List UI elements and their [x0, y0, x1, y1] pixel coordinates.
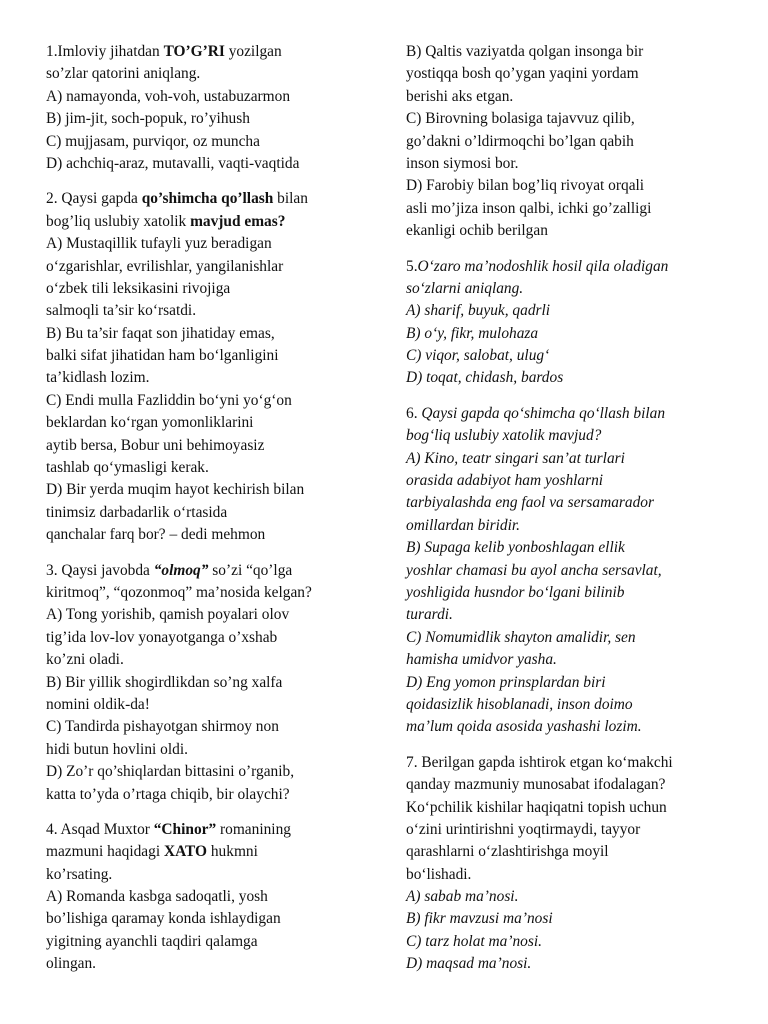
question-4-text-2-end: hukmni [207, 843, 258, 861]
question-3-text: 3. Qaysi javobda [46, 561, 154, 579]
question-2-option-c-cont[interactable]: beklardan ko‘rgan yomonliklarini [46, 414, 254, 432]
question-2 [46, 188, 376, 546]
question-4-text-end: romanining [216, 820, 291, 838]
question-4-option-d-cont[interactable]: asli mo’jiza inson qalbi, ichki go’zalligi [406, 199, 652, 217]
question-5-line-1 [406, 256, 736, 278]
question-4-text: 4. Asqad Muxtor [46, 820, 154, 838]
question-4-option-b-cont[interactable]: yostiqqa bosh qo’ygan yaqini yordam [406, 65, 639, 83]
question-2-option-d[interactable]: D) Bir yerda muqim hayot kechirish bilan [46, 481, 305, 499]
question-6-option-d-cont[interactable]: qoidasizlik hisoblanadi, inson doimo [406, 695, 633, 713]
question-7-option-d[interactable]: D) maqsad ma’nosi. [406, 955, 532, 973]
question-6-line-2: bog‘liq uslubiy xatolik mavjud? [406, 427, 602, 445]
question-4-option-d-cont[interactable]: ekanligi ochib berilgan [406, 222, 548, 240]
question-4-option-a-cont[interactable]: bo’lishiga qaramay konda ishlaydigan [46, 910, 281, 928]
question-2-option-c-cont[interactable]: tashlab qo‘ymasligi kerak. [46, 459, 209, 477]
question-2-emphasis: qo’shimcha qo’llash [141, 190, 274, 208]
question-2-option-a[interactable]: A) Mustaqillik tufayli yuz beradigan [46, 235, 272, 253]
question-2-line-1 [46, 188, 376, 210]
question-4-continued [406, 41, 736, 243]
question-4-option-a[interactable]: A) Romanda kasbga sadoqatli, yosh [46, 888, 268, 906]
question-2-option-b-cont[interactable]: ta’kidlash lozim. [46, 369, 150, 387]
question-2-option-b-cont[interactable]: balki sifat jihatidan ham bo‘lganligini [46, 347, 279, 365]
question-2-emphasis-2: mavjud emas? [190, 212, 286, 230]
question-4-option-a-cont[interactable]: yigitning ayanchli taqdiri qalamga [46, 932, 258, 950]
question-3-option-b-cont[interactable]: nomini oldik-da! [46, 695, 150, 713]
question-4-option-c-cont[interactable]: go’dakni o’ldirmoqchi bo’lgan qabih [406, 132, 634, 150]
question-2-line-2 [46, 211, 376, 233]
question-3-option-a-cont[interactable]: ko’zni oladi. [46, 651, 124, 669]
question-2-text: 2. Qaysi gapda [46, 190, 142, 208]
question-7 [406, 752, 736, 976]
question-6-option-c[interactable]: C) Nomumidlik shayton amalidir, sen [406, 628, 636, 646]
question-3-option-b[interactable]: B) Bir yillik shogirdlikdan so’ng xalfa [46, 673, 283, 691]
question-2-option-a-cont[interactable]: o‘zbek tili leksikasini rivojiga [46, 279, 231, 297]
question-1-line-2: so’zlar qatorini aniqlang. [46, 65, 201, 83]
question-4-option-b-cont[interactable]: berishi aks etgan. [406, 87, 514, 105]
question-2-option-b[interactable]: B) Bu ta’sir faqat son jihatiday emas, [46, 324, 275, 342]
question-6-option-a[interactable]: A) Kino, teatr singari san’at turlari [406, 449, 625, 467]
question-7-line-4: o‘zini urintirishni yoqtirmaydi, tayyor [406, 820, 641, 838]
question-3-option-c[interactable]: C) Tandirda pishayotgan shirmoy non [46, 718, 279, 736]
question-3-line-1 [46, 560, 376, 582]
question-6-option-c-cont[interactable]: hamisha umidvor yasha. [406, 651, 557, 669]
question-3-text-end: so’zi “qo’lga [208, 561, 293, 579]
question-3 [46, 560, 376, 806]
question-6-option-a-cont[interactable]: omillardan biridir. [406, 516, 521, 534]
question-2-option-a-cont[interactable]: salmoqli ta’sir ko‘rsatdi. [46, 302, 197, 320]
question-4-option-c-cont[interactable]: inson siymosi bor. [406, 154, 519, 172]
question-1-option-d[interactable]: D) achchiq-araz, mutavalli, vaqti-vaqtida [46, 154, 300, 172]
question-2-text-end: bilan [273, 190, 308, 208]
question-4-emphasis: “Chinor” [153, 820, 217, 838]
question-4-option-a-cont[interactable]: olingan. [46, 955, 97, 973]
question-2-option-d-cont[interactable]: qanchalar farq bor? – dedi mehmon [46, 526, 266, 544]
question-4-option-c[interactable]: C) Birovning bolasiga tajavvuz qilib, [406, 110, 635, 128]
question-7-option-b[interactable]: B) fikr mavzusi ma’nosi [406, 910, 553, 928]
question-4-text-2: mazmuni haqidagi [46, 843, 164, 861]
question-6-text: Qaysi gapda qo‘shimcha qo‘llash bilan [421, 404, 666, 422]
question-7-line-5: qarashlarni o‘zlashtirishga moyil [406, 843, 609, 861]
question-3-option-d[interactable]: D) Zo’r qo’shiqlardan bittasini o’rganib, [46, 763, 295, 781]
question-4 [46, 819, 376, 976]
question-5 [406, 256, 736, 390]
question-2-option-a-cont[interactable]: o‘zgarishlar, evrilishlar, yangilanishlar [46, 257, 284, 275]
question-6-option-b-cont[interactable]: yoshligida husndor bo‘lgani bilinib [406, 583, 625, 601]
left-column [46, 41, 376, 989]
question-6-option-b-cont[interactable]: yoshlar chamasi bu ayol ancha sersavlat, [406, 561, 662, 579]
question-7-option-c[interactable]: C) tarz holat ma’nosi. [406, 932, 542, 950]
question-1-option-c[interactable]: C) mujjasam, purviqor, oz muncha [46, 132, 260, 150]
question-3-option-a-cont[interactable]: tig’ida lov-lov yonayotganga o’xshab [46, 628, 278, 646]
question-5-number: 5. [406, 257, 418, 275]
question-1-option-b[interactable]: B) jim-jit, soch-popuk, ro’yihush [46, 110, 250, 128]
question-2-text-2: bog’liq uslubiy xatolik [46, 212, 191, 230]
question-5-line-2: so‘zlarni aniqlang. [406, 279, 524, 297]
question-5-option-d[interactable]: D) toqat, chidash, bardos [406, 369, 564, 387]
question-1-emphasis: TO’G’RI [163, 43, 225, 60]
question-4-line-3: ko’rsating. [46, 865, 113, 883]
question-6-option-d-cont[interactable]: ma’lum qoida asosida yashashi lozim. [406, 718, 642, 736]
question-6-option-a-cont[interactable]: tarbiyalashda eng faol va sersamarador [406, 494, 654, 512]
question-6-option-a-cont[interactable]: orasida adabiyot ham yoshlarni [406, 472, 604, 490]
question-3-line-2: kiritmoq”, “qozonmoq” ma’nosida kelgan? [46, 583, 312, 601]
question-6-number: 6. [406, 404, 422, 422]
question-3-option-c-cont[interactable]: hidi butun hovlini oldi. [46, 740, 188, 758]
question-5-option-b[interactable]: B) o‘y, fikr, mulohaza [406, 324, 539, 342]
question-2-option-d-cont[interactable]: tinimsiz darbadarlik o‘rtasida [46, 503, 228, 521]
question-3-option-d-cont[interactable]: katta to’yda o’rtaga chiqib, bir olaychi? [46, 785, 290, 803]
question-5-option-c[interactable]: C) viqor, salobat, ulug‘ [406, 347, 550, 365]
question-4-line-2 [46, 841, 376, 863]
question-6-line-1 [406, 403, 736, 425]
question-3-emphasis: “olmoq” [153, 561, 209, 579]
question-7-line-1: 7. Berilgan gapda ishtirok etgan ko‘makchi [406, 753, 673, 771]
question-7-line-6: bo‘lishadi. [406, 865, 472, 883]
question-4-option-b[interactable]: B) Qaltis vaziyatda qolgan insonga bir [406, 43, 644, 60]
right-column [406, 41, 736, 989]
question-6 [406, 403, 736, 739]
question-3-option-a[interactable]: A) Tong yorishib, qamish poyalari olov [46, 606, 290, 624]
question-7-line-2: qanday mazmuniy munosabat ifodalagan? [406, 776, 666, 794]
question-1-text: 1.Imloviy jihatdan [46, 43, 164, 60]
question-1-line-1 [46, 41, 376, 63]
question-6-option-d[interactable]: D) Eng yomon prinsplardan biri [406, 673, 606, 691]
question-5-text: O‘zaro ma’nodoshlik hosil qila oladigan [417, 257, 669, 275]
question-7-line-3: Ko‘pchilik kishilar haqiqatni topish uchun [406, 798, 667, 816]
question-4-line-1 [46, 819, 376, 841]
question-6-option-b[interactable]: B) Supaga kelib yonboshlagan ellik [406, 539, 625, 557]
question-1-option-a[interactable]: A) namayonda, voh-voh, ustabuzarmon [46, 87, 291, 105]
question-6-option-b-cont[interactable]: turardi. [406, 606, 453, 624]
question-7-option-a[interactable]: A) sabab ma’nosi. [406, 888, 519, 906]
question-5-option-a[interactable]: A) sharif, buyuk, qadrli [406, 302, 551, 320]
question-1 [46, 41, 376, 175]
question-2-option-c-cont[interactable]: aytib bersa, Bobur uni behimoyasiz [46, 436, 265, 454]
question-4-emphasis-2: XATO [163, 843, 208, 861]
question-1-text-end: yozilgan [224, 43, 282, 60]
question-4-option-d[interactable]: D) Farobiy bilan bog’liq rivoyat orqali [406, 177, 645, 195]
question-2-option-c[interactable]: C) Endi mulla Fazliddin bo‘yni yo‘g‘on [46, 391, 292, 409]
